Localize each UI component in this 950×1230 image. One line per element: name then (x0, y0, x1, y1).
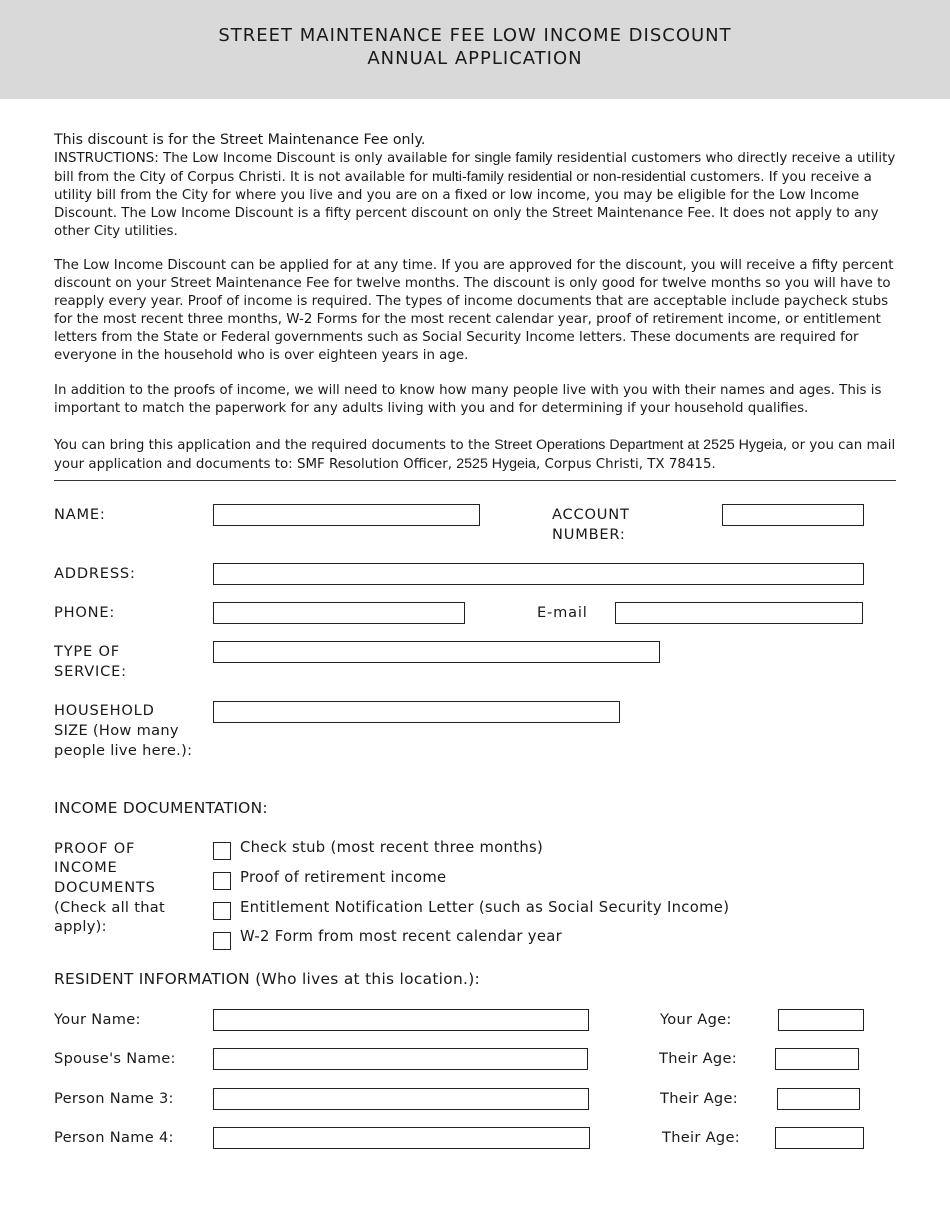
phone-label: PHONE: (54, 604, 116, 621)
household-size-input[interactable] (213, 701, 620, 723)
entitlement-letter-checkbox[interactable] (213, 902, 231, 920)
check-stub-option-label: Check stub (most recent three months) (240, 839, 544, 856)
person4-name-input[interactable] (213, 1127, 590, 1149)
resident-section-title: RESIDENT INFORMATION (Who lives at this location.): (54, 970, 480, 988)
instructions-paragraph: INSTRUCTIONS: The Low Income Discount is only available for single family residential customers who directly receive a utility bill from the City of Corpus Christi. It is not available for multi-family residential or non-residential customers. If you receive a utility bill from the City for where you live and you are on a fixed or low income, you may be eligible for the Low Income Discount. The Low Income Discount is a fifty percent discount on only the Street Maintenance Fee. It does not apply to any other City utilities. (54, 150, 896, 239)
person3-age-input[interactable] (777, 1088, 860, 1110)
spouse-name-input[interactable] (213, 1048, 588, 1070)
email-label: E-mail (537, 604, 588, 621)
your-name-label: Your Name: (54, 1011, 141, 1028)
person3-name-label: Person Name 3: (54, 1090, 174, 1107)
form-header (0, 0, 950, 99)
retirement-income-option-label: Proof of retirement income (240, 869, 447, 886)
your-age-input[interactable] (778, 1009, 864, 1031)
name-input[interactable] (213, 504, 480, 526)
your-name-input[interactable] (213, 1009, 589, 1031)
name-label: NAME: (54, 506, 106, 523)
service-type-input[interactable] (213, 641, 660, 663)
eligibility-paragraph: The Low Income Discount can be applied for at any time. If you are approved for the discount, you will receive a fifty percent discount on your Street Maintenance Fee for twelve months. The discount is only good for twelve months so you will have to reapply every year. Proof of income is required. The types of income documents that are acceptable include paycheck stubs for the most recent three months, W-2 Forms for the most recent calendar year, proof of retirement income, or entitlement letters from the State or Federal governments such as Social Security Income letters. These documents are required for everyone in the household who is over eighteen years in age. (54, 258, 894, 363)
section-divider (54, 480, 896, 481)
retirement-income-checkbox[interactable] (213, 872, 231, 890)
person3-age-label: Their Age: (660, 1090, 738, 1107)
submission-paragraph: You can bring this application and the required documents to the Street Operations Department at 2525 Hygeia, or you can mail your application and documents to: SMF Resolution Officer, 2525 Hygeia, Corpus Christi, TX 78415. (54, 437, 896, 472)
spouse-age-label: Their Age: (659, 1050, 737, 1067)
form-title-line1: STREET MAINTENANCE FEE LOW INCOME DISCOUNT (218, 25, 732, 46)
household-size-label-line2: SIZE (How many (54, 722, 179, 739)
person4-age-input[interactable] (775, 1127, 864, 1149)
account-number-input[interactable] (722, 504, 864, 526)
account-number-label-line2: NUMBER: (552, 526, 626, 543)
w2-form-checkbox[interactable] (213, 932, 231, 950)
account-number-label-line1: ACCOUNT (552, 506, 630, 523)
proof-label-line1: PROOF OF (54, 840, 136, 857)
proof-label-line3: DOCUMENTS (54, 879, 156, 896)
person3-name-input[interactable] (213, 1088, 589, 1110)
income-section-title: INCOME DOCUMENTATION: (54, 799, 268, 817)
person4-age-label: Their Age: (662, 1129, 740, 1146)
spouse-name-label: Spouse's Name: (54, 1050, 176, 1067)
person4-name-label: Person Name 4: (54, 1129, 174, 1146)
household-size-label-line3: people live here.): (54, 742, 193, 759)
household-size-label-line1: HOUSEHOLD (54, 702, 155, 719)
address-input[interactable] (213, 563, 864, 585)
household-paragraph: In addition to the proofs of income, we will need to know how many people live with you with their names and ages. This is important to match the paperwork for any adults living with you and for determining if your household qualifies. (54, 383, 882, 416)
w2-form-option-label: W-2 Form from most recent calendar year (240, 928, 563, 945)
spouse-age-input[interactable] (775, 1048, 859, 1070)
check-stub-checkbox[interactable] (213, 842, 231, 860)
service-type-label-line1: TYPE OF (54, 643, 120, 660)
your-age-label: Your Age: (660, 1011, 732, 1028)
phone-input[interactable] (213, 602, 465, 624)
address-label: ADDRESS: (54, 565, 136, 582)
email-input[interactable] (615, 602, 863, 624)
service-type-label-line2: SERVICE: (54, 663, 127, 680)
intro-scope-line: This discount is for the Street Maintenance Fee only. (54, 132, 426, 148)
proof-label-line5: apply): (54, 918, 107, 935)
proof-label-line4: (Check all that (54, 899, 166, 916)
proof-label-line2: INCOME (54, 859, 118, 876)
entitlement-letter-option-label: Entitlement Notification Letter (such as Social Security Income) (240, 899, 730, 916)
form-title-line2: ANNUAL APPLICATION (367, 48, 583, 69)
